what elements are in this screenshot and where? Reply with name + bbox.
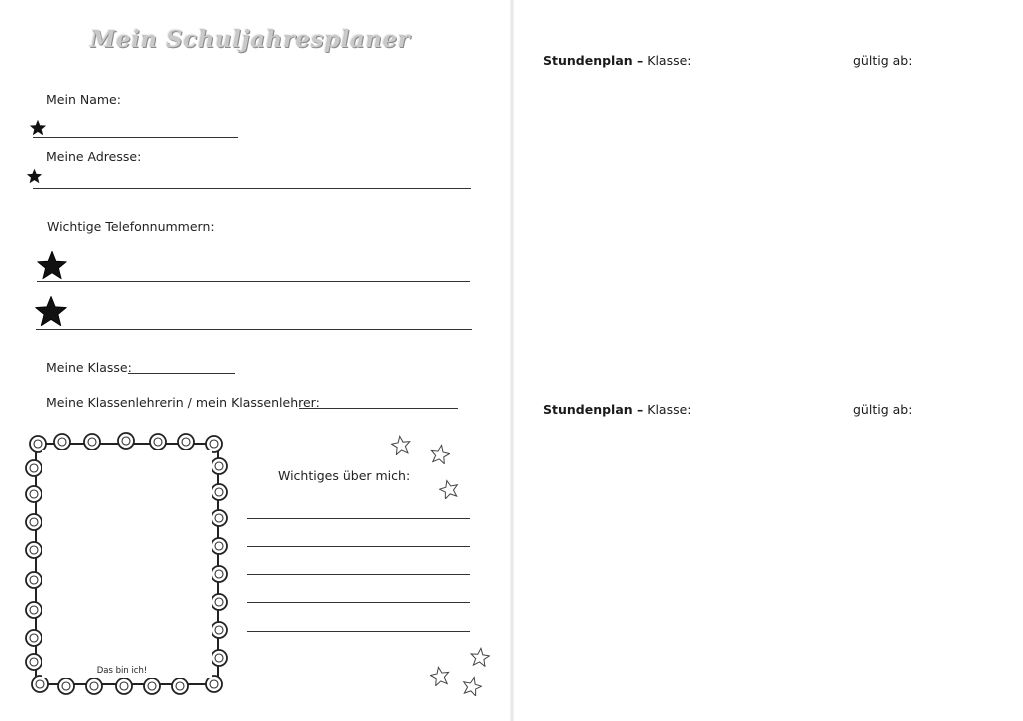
star-icon bbox=[26, 168, 43, 184]
about-line-4[interactable] bbox=[247, 602, 470, 603]
phone-field-1[interactable] bbox=[37, 281, 470, 282]
page-divider bbox=[510, 0, 514, 721]
class-field[interactable] bbox=[128, 373, 235, 374]
scalloped-frame-icon bbox=[22, 430, 232, 698]
address-label: Meine Adresse: bbox=[46, 149, 142, 164]
name-label: Mein Name: bbox=[46, 92, 121, 107]
class-label: Meine Klasse: bbox=[46, 360, 132, 375]
photo-caption: Das bin ich! bbox=[96, 666, 148, 676]
about-label: Wichtiges über mich: bbox=[278, 468, 411, 483]
phones-label: Wichtige Telefonnummern: bbox=[47, 219, 215, 234]
timetable-header-1 bbox=[543, 53, 692, 68]
star-icon bbox=[29, 119, 47, 136]
star-outline-icon bbox=[430, 666, 450, 686]
star-outline-icon bbox=[430, 444, 450, 464]
timetable-header-2 bbox=[543, 402, 692, 417]
timetable-valid-label: gültig ab: bbox=[853, 402, 913, 417]
about-line-1[interactable] bbox=[247, 518, 470, 519]
address-field[interactable] bbox=[33, 188, 471, 189]
name-field[interactable] bbox=[33, 137, 238, 138]
star-outline-icon bbox=[439, 479, 459, 499]
teacher-field[interactable] bbox=[299, 408, 458, 409]
timetable-valid-label: gültig ab: bbox=[853, 53, 913, 68]
star-icon bbox=[35, 250, 69, 280]
star-outline-icon bbox=[470, 647, 490, 667]
timetable-title: Stundenplan – bbox=[543, 53, 644, 68]
about-line-5[interactable] bbox=[247, 631, 470, 632]
page-title: Mein Schuljahresplaner bbox=[89, 26, 411, 53]
about-line-3[interactable] bbox=[247, 574, 470, 575]
teacher-label: Meine Klassenlehrerin / mein Klassenlehrer: bbox=[46, 395, 320, 410]
star-outline-icon bbox=[391, 435, 411, 455]
phone-field-2[interactable] bbox=[36, 329, 472, 330]
timetable-title: Stundenplan – bbox=[543, 402, 644, 417]
timetable-class-label: Klasse: bbox=[647, 402, 692, 417]
about-line-2[interactable] bbox=[247, 546, 470, 547]
timetable-class-label: Klasse: bbox=[647, 53, 692, 68]
star-icon bbox=[34, 295, 68, 327]
photo-frame[interactable] bbox=[22, 430, 232, 698]
star-outline-icon bbox=[462, 676, 482, 696]
